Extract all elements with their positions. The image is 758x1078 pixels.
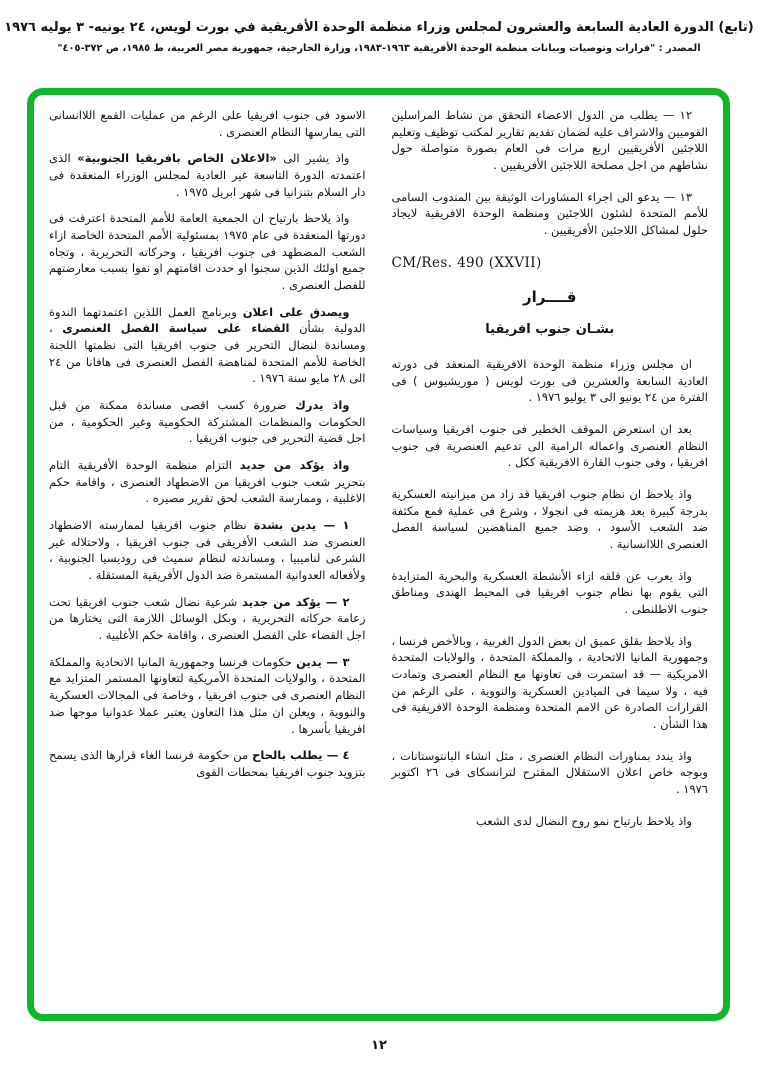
header-line-1: (تابع) الدورة العادية السابعة والعشرون لمجلس وزراء منظمة الوحدة الأفريقية في بورت لويس، ٢٤ يونيه- ٣ يوليه ١٩٧٦	[4, 20, 754, 35]
page-number: ١٢	[371, 1038, 387, 1053]
paragraph: ٣ — يدين حكومات فرنسا وجمهورية المانيا الاتحادية والمملكة المتحدة ، والولايات المتحدة الأمريكية لتعاونها المستمر المتزايد مع النظام العنصرى فى جنوب افريقيا ، وخاصة فى المجالات العسكرية والنووية ، ويعلن ان مثل هذا التعاون يعتبر عملا عدوانيا موجها ضد افريقيا بأسرها .	[49, 654, 366, 736]
header-line-2: المصدر : "قرارات وتوصيات وبيانات منظمة الوحدة الأفريقية ١٩٦٣-١٩٨٣، وزارة الخارجية، جمهورية مصر العربية، ط ١٩٨٥، ص ٣٧٢-٤٠٥"	[57, 43, 701, 54]
paragraph: واذ يدرك ضرورة كسب اقصى مساندة ممكنة من قبل الحكومات والمنظمات المشتركة الحكومية وغير الحكومية ، من اجل قضية التحرير فى جنوب افريقيا .	[49, 398, 366, 446]
paragraph: ٤ — يطلب بالحاح من حكومة فرنسا الغاء قرارها الذى يسمح بتزويد جنوب افريقيا بمحطات القوى	[49, 748, 366, 779]
paragraph: واذ يلاحظ بارتياح نمو روح النضال لدى الشعب	[475, 813, 692, 828]
paragraph: ١٢ — يطلب من الدول الاعضاء التحقق من نشاط المراسلين القوميين والاشراف عليه لضمان تقديم تقارير لمكتب توظيف وتعليم اللاجئين الأفريقيين اربع مرات فى العام بصورة متواصلة حول نشاطهم من اجل مصلحة اللاجئين الأفريقيين .	[391, 108, 708, 173]
paragraph: واذ يندد بمناورات النظام العنصرى ، مثل انشاء البانتوستانات ، وبوجه خاص اعلان الاستقلال المقترح لترانسكاى فى ٢٦ اكتوبر ١٩٧٦ .	[391, 748, 708, 796]
paragraph: ويصدق على اعلان وبرنامج العمل اللذين اعتمدتهما الندوة الدولية بشأن القضاء على سياسة الفصل العنصرى ، ومساندة لنضال التحرير فى جنوب افريقيا التى نظمتها اللجنة الخاصة للأمم المتحدة لمناهضة الفصل العنصرى فى هافانا من ٢٤ الى ٢٨ مايو سنة ١٩٧٦ .	[49, 304, 366, 386]
resolution-title: قــــرار	[523, 288, 577, 307]
paragraph: ١٣ — يدعو الى اجراء المشاورات الوثيقة بين المندوب السامى للأمم المتحدة لشئون اللاجئين ومنظمة الوحدة الافريقية لايجاد حلول لمشاكل اللاجئين الأفريقيين .	[391, 189, 708, 238]
column-left	[49, 107, 366, 1006]
resolution-subtitle: بشـان جنوب افريقيا	[485, 322, 615, 338]
paragraph: واذ يلاحظ بارتياح ان الجمعية العامة للأمم المتحدة اعترفت فى دورتها المنعقدة فى عام ١٩٧٥ بمسئولية الأمم المتحدة الخاصة ازاء الشعب المضطهد فى جنوب افريقيا ، وحركاته التحريرية ، وتجاه جميع اولئك الذين سجنوا او حددت اقامتهم او نفوا بسبب معارضتهم للفصل العنصرى .	[49, 211, 366, 293]
page-header	[0, 20, 758, 54]
paragraph: واذ يشير الى «الاعلان الخاص بافريقيا الجنوبية» الذى اعتمدته الدورة التاسعة غير العادية لمجلس الوزراء المنعقدة فى دار السلام بتنزانيا فى شهر ابريل ١٩٧٥ .	[49, 151, 366, 199]
content-columns	[34, 95, 723, 1014]
paragraph: واذ يلاحظ بقلق عميق ان بعض الدول الغربية ، وبالأخص فرنسا ، وجمهورية المانيا الاتحادية ، والمملكة المتحدة ، والولايات المتحدة الامريكية — قد استمرت فى تعاونها مع النظام العنصرى وتمادت فيه ، ولا سيما فى الميادين العسكرية والنووية ، على الرغم من القرارات الصادرة عن الامم المتحدة ومنظمة الوحدة الافريقية فى هذا الشأن .	[391, 633, 708, 731]
paragraph: ان مجلس وزراء منظمة الوحدة الافريقية المنعقد فى دورته العادية السابعة والعشرين فى بورت لويس ( موريشيوس ) فى الفترة من ٢٤ يونيو الى ٣ يوليو ١٩٧٦ .	[391, 356, 708, 405]
paragraph: واذ يؤكد من جديد التزام منظمة الوحدة الأفريقية التام بتحرير شعب جنوب افريقيا من الاضطهاد العنصرى ، واقامة حكم الاغلبية ، وممارسة الشعب لحق تقرير مصيره .	[49, 458, 366, 506]
resolution-code: CM/Res. 490 (XXVII)	[391, 254, 542, 271]
paragraph: بعد ان استعرض الموقف الخطير فى جنوب افريقيا وسياسات النظام العنصرى واعماله الرامية الى تدعيم العنصرية فى جنوب افريقيا ، وفى جنوب القارة الافريقية ككل .	[391, 421, 708, 470]
paragraph: ١ — يدين بشدة نظام جنوب افريقيا لممارسته الاضطهاد العنصرى ضد الشعب الأفريقى فى جنوب افريقيا ، ولاحتلاله غير الشرعى لناميبيا ، ومساندته لنظام سميث فى روديسيا الجنوبية ، ولأفعاله العدوانية المستمرة ضد الدول الأفريقية المستقلة .	[49, 518, 366, 583]
paragraph: واذ يلاحظ ان نظام جنوب افريقيا قد زاد من ميزانيته العسكرية بدرجة كبيرة بعد هزيمته فى انجولا ، وشرع فى عملية قمع مكثفة ضد الشعب الأسود ، وضد جميع المناهضين لسياسة الفصل العنصرى اللاانسانية .	[391, 486, 708, 551]
column-right	[392, 107, 709, 1006]
paragraph: واذ يعرب عن قلقه ازاء الأنشطة العسكرية والبحرية المتزايدة التى يقوم بها نظام جنوب افريقيا فى المحيط الهندى ومناطق جنوب الاطلنطى .	[391, 568, 708, 616]
paragraph: ٢ — يؤكد من جديد شرعية نضال شعب جنوب افريقيا تحت زعامة حركاته التحريرية ، وبكل الوسائل اللازمة التى يختارها من اجل القضاء على الفصل العنصرى ، واقامة حكم الأغلبية .	[49, 594, 366, 643]
content-frame	[27, 88, 730, 1021]
paragraph: الاسود فى جنوب افريقيا على الرغم من عمليات القمع اللاانسانى التى يمارسها النظام العنصرى .	[49, 108, 366, 139]
